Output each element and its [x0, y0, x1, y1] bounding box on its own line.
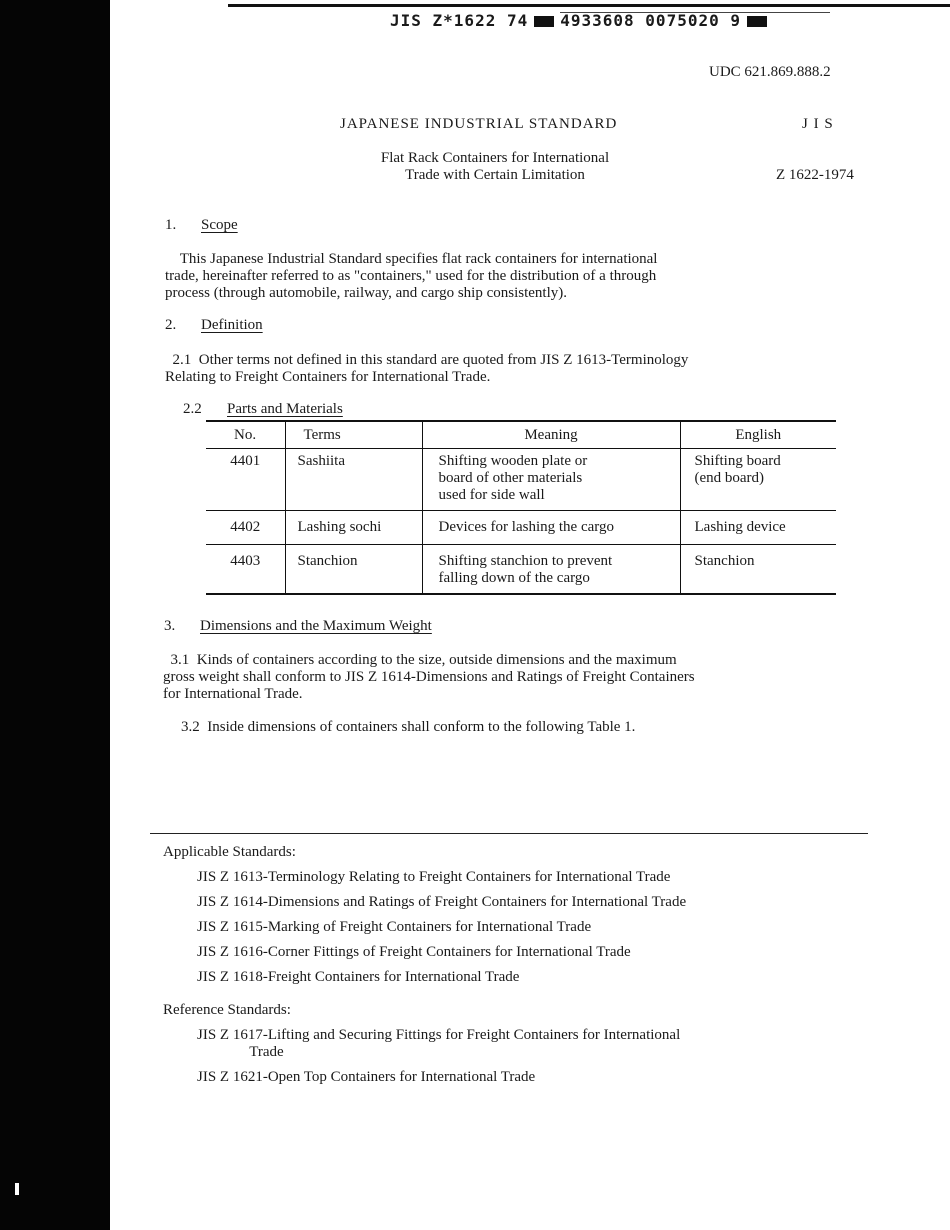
cell-term: Lashing sochi [285, 511, 422, 545]
cell-english: Stanchion [680, 545, 836, 595]
section-2-heading: Definition [201, 317, 263, 333]
table-row [206, 449, 836, 511]
applicable-standard-item: JIS Z 1618-Freight Containers for International Trade [197, 969, 520, 985]
applicable-standard-item: JIS Z 1613-Terminology Relating to Freight Containers for International Trade [197, 869, 671, 885]
table-header-row [206, 421, 836, 449]
code-block-mark-end [747, 16, 767, 27]
code-block-mark [534, 16, 554, 27]
clause-3-2-text: 3.2 Inside dimensions of containers shall conform to the following Table 1. [181, 719, 636, 735]
applicable-standard-item: JIS Z 1615-Marking of Freight Containers for International Trade [197, 919, 592, 935]
clause-2-2-number: 2.2 [183, 401, 202, 417]
footnote-rule [150, 833, 868, 834]
cell-english: Shifting board (end board) [680, 449, 836, 511]
cell-english: Lashing device [680, 511, 836, 545]
code-number: 4933608 0075020 9 [560, 11, 741, 30]
section-1-number: 1. [165, 217, 177, 233]
cell-term: Stanchion [285, 545, 422, 595]
document-code [390, 11, 773, 30]
clause-3-1-text: 3.1 Kinds of containers according to the size, outside dimensions and the maximum gross weight shall conform to JIS Z 1614-Dimensions and Ratings of Freight Containers for International Trade. [163, 652, 695, 702]
cell-no: 4401 [206, 449, 285, 511]
code-prefix: JIS Z*1622 74 [390, 11, 529, 30]
clause-2-1-text: 2.1 Other terms not defined in this standard are quoted from JIS Z 1613-Terminology Relating to Freight Containers for International Trade. [165, 352, 689, 385]
applicable-standard-item: JIS Z 1614-Dimensions and Ratings of Freight Containers for International Trade [197, 894, 687, 910]
cell-meaning: Devices for lashing the cargo [422, 511, 680, 545]
doc-title-line1: Flat Rack Containers for International [380, 150, 610, 166]
scan-margin [0, 0, 110, 1230]
top-rule [228, 4, 950, 7]
standard-number: Z 1622-1974 [776, 167, 854, 183]
reference-standard-item: JIS Z 1617-Lifting and Securing Fittings for Freight Containers for International Trade [197, 1027, 681, 1060]
reference-standards-title: Reference Standards: [163, 1002, 291, 1018]
section-1-text: This Japanese Industrial Standard specifies flat rack containers for international trade, hereinafter referred to as "containers," used for the distribution of a through process (through automobile, railway, and cargo ship consistently). [165, 251, 658, 301]
udc-number: UDC 621.869.888.2 [709, 64, 831, 80]
clause-2-2-heading: Parts and Materials [227, 401, 343, 417]
table-row [206, 511, 836, 545]
parts-table [206, 420, 836, 595]
cell-term: Sashiita [285, 449, 422, 511]
cell-no: 4402 [206, 511, 285, 545]
org-title: JAPANESE INDUSTRIAL STANDARD [340, 116, 618, 132]
applicable-standards-title: Applicable Standards: [163, 844, 296, 860]
applicable-standard-item: JIS Z 1616-Corner Fittings of Freight Containers for International Trade [197, 944, 631, 960]
doc-title-line2: Trade with Certain Limitation [405, 167, 585, 183]
col-header-no: No. [206, 421, 285, 449]
reference-standard-item: JIS Z 1621-Open Top Containers for International Trade [197, 1069, 536, 1085]
scan-mark [15, 1183, 19, 1195]
jis-mark: J I S [802, 116, 834, 132]
col-header-english: English [680, 421, 836, 449]
col-header-meaning: Meaning [422, 421, 680, 449]
table-row [206, 545, 836, 595]
section-2-number: 2. [165, 317, 177, 333]
col-header-terms: Terms [285, 421, 422, 449]
section-3-number: 3. [164, 618, 176, 634]
section-1-heading: Scope [201, 217, 238, 233]
cell-no: 4403 [206, 545, 285, 595]
section-3-heading: Dimensions and the Maximum Weight [200, 618, 432, 634]
cell-meaning: Shifting stanchion to prevent falling down of the cargo [422, 545, 680, 595]
cell-meaning: Shifting wooden plate or board of other materials used for side wall [422, 449, 680, 511]
